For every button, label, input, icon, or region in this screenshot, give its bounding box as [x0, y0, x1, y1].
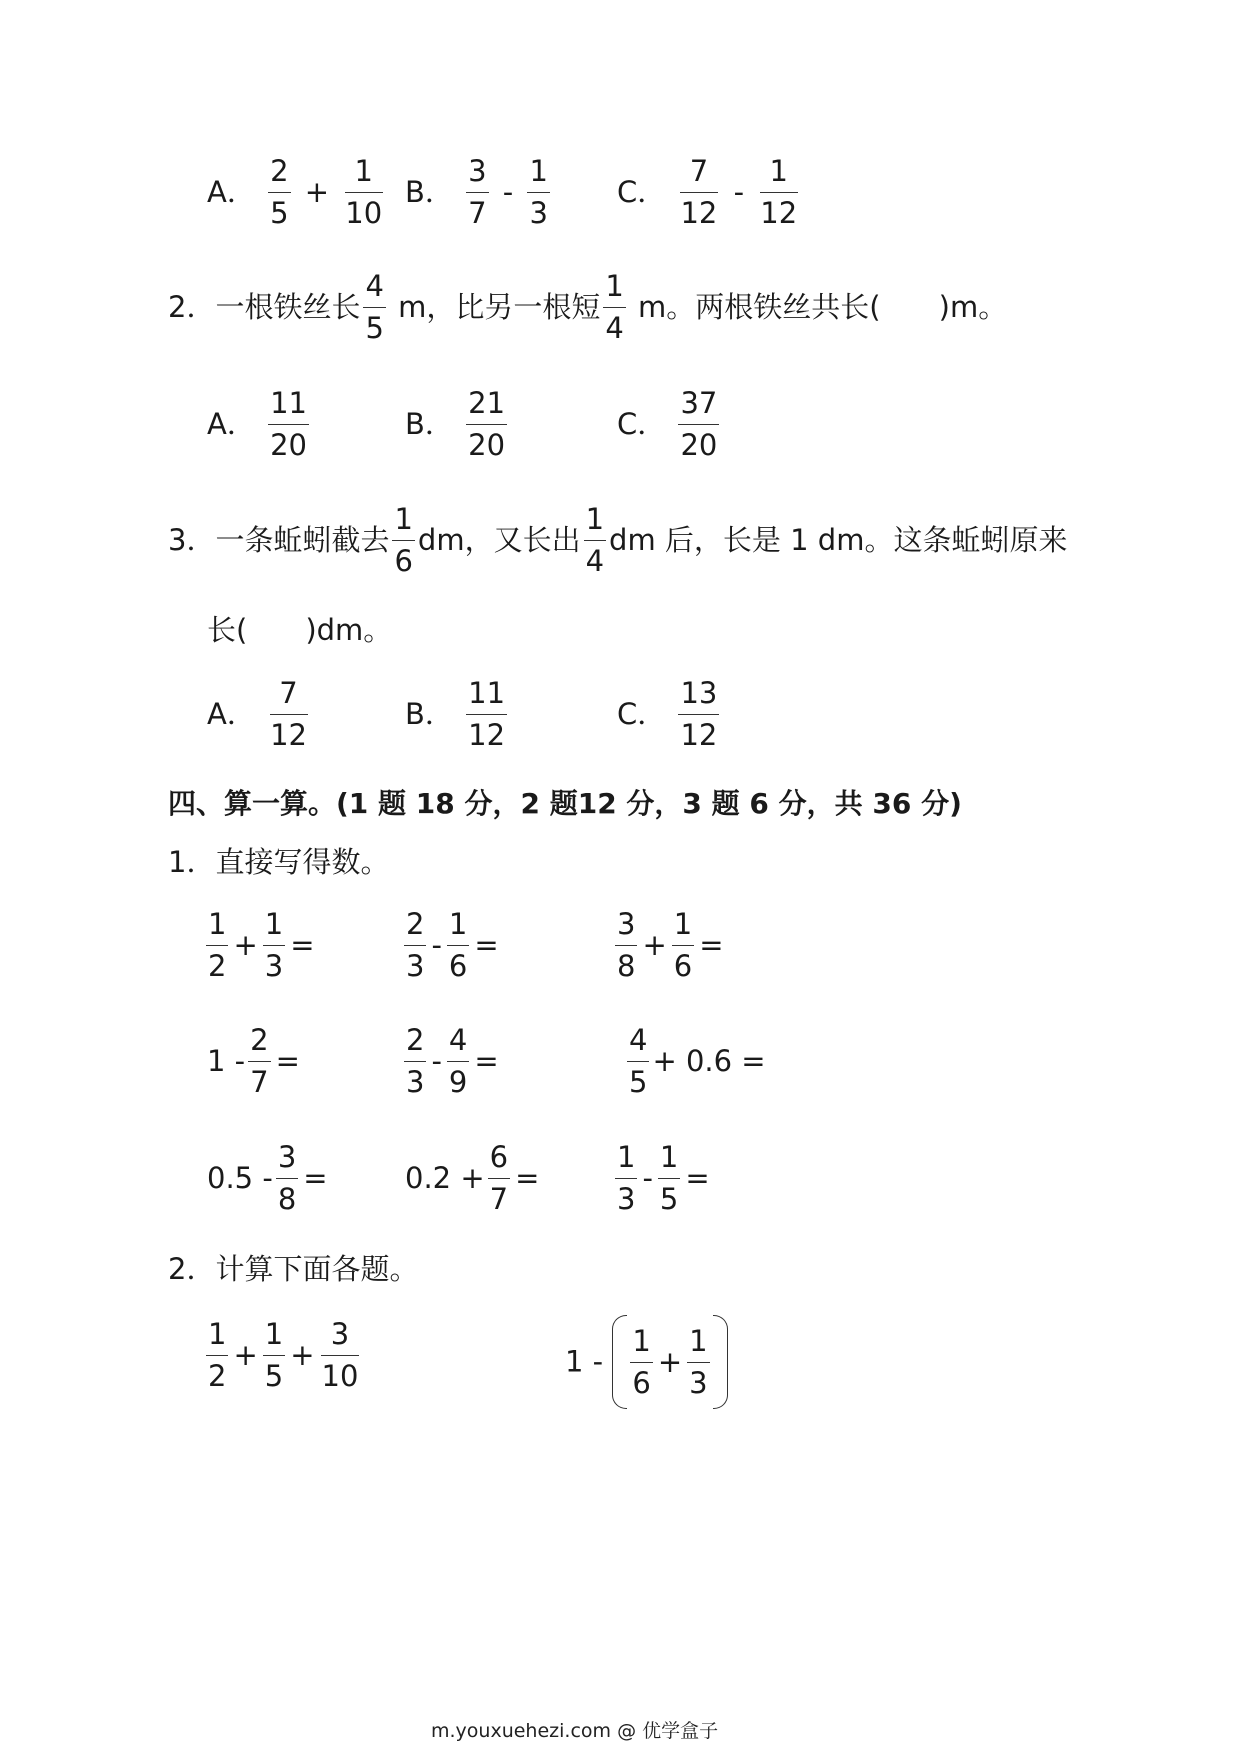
fraction: $\frac{1}{6}$ [673, 907, 693, 983]
option-label: A． [207, 697, 256, 731]
q3-stem-continued: 长( )dm。 [207, 613, 393, 647]
fraction: $\frac{1}{3}$ [617, 1140, 636, 1216]
question-number: 3． [168, 523, 216, 557]
fraction: $\frac{1}{3}$ [529, 154, 548, 230]
fraction: $\frac{2}{5}$ [270, 154, 289, 230]
option-label: B． [405, 697, 454, 731]
fraction: $\frac{1}{5}$ [659, 1140, 679, 1216]
question-number: 2． [168, 290, 216, 324]
fraction: $\frac{37}{20}$ [680, 386, 718, 462]
fraction: $\frac{7}{12}$ [680, 154, 718, 230]
fraction: $\frac{3}{7}$ [468, 154, 487, 230]
fraction: $\frac{3}{8}$ [277, 1140, 297, 1216]
question-text: 一条蚯蚓截去 [215, 523, 390, 557]
section-heading: 四、算一算。(1 题 18 分，2 题12 分，3 题 6 分，共 36 分) [168, 787, 962, 820]
option-label: C． [617, 175, 667, 209]
option-label: B． [405, 175, 454, 209]
fraction: $\frac{1}{6}$ [394, 502, 413, 578]
operator: - [733, 175, 745, 209]
fraction: $\frac{2}{7}$ [250, 1023, 269, 1099]
option-label: A． [207, 407, 256, 441]
fraction: $\frac{1}{4}$ [605, 269, 624, 345]
fraction: $\frac{6}{7}$ [489, 1140, 509, 1216]
expression: $\frac{3}{8}$ + $\frac{1}{6}$ = [617, 907, 724, 983]
fraction: $\frac{21}{20}$ [468, 386, 506, 462]
fraction: $\frac{4}{5}$ [365, 269, 384, 345]
q1-option-b [405, 154, 553, 230]
expression: 1 - $\frac{2}{7}$ = [207, 1023, 300, 1099]
q3-option-b [405, 676, 510, 752]
subquestion-title: 2．计算下面各题。 [168, 1252, 419, 1286]
fraction: $\frac{1}{3}$ [689, 1323, 708, 1400]
fraction: $\frac{4}{9}$ [448, 1023, 468, 1099]
subquestion-title: 1．直接写得数。 [168, 845, 390, 879]
fraction: $\frac{1}{3}$ [264, 907, 284, 983]
fraction: $\frac{1}{4}$ [585, 502, 605, 578]
fraction: $\frac{3}{8}$ [617, 907, 636, 983]
expression: $\frac{1}{2}$ + $\frac{1}{5}$ + $\frac{3}{10}$ [208, 1317, 359, 1393]
q2-option-c [617, 386, 722, 462]
expression: $\frac{1}{2}$ + $\frac{1}{3}$ = [208, 907, 315, 983]
fraction: $\frac{11}{20}$ [270, 386, 307, 462]
q1-option-c [617, 154, 802, 230]
expression: $\frac{2}{3}$ - $\frac{4}{9}$ = [406, 1023, 499, 1099]
fraction: $\frac{1}{2}$ [208, 907, 227, 983]
option-label: C． [617, 407, 667, 441]
q3-stem [168, 502, 1068, 578]
question-text: m，比另一根短 [388, 290, 601, 324]
q2-option-a [207, 386, 312, 462]
fraction: $\frac{1}{6}$ [632, 1323, 651, 1400]
fraction: $\frac{7}{12}$ [270, 676, 307, 752]
fraction: $\frac{2}{3}$ [406, 907, 425, 983]
operator: - [502, 175, 514, 209]
expression: 1 - $\frac{1}{6}$ + $\frac{1}{3}$ [565, 1315, 728, 1409]
question-text: m。两根铁丝共长( )m。 [628, 290, 1008, 324]
left-parenthesis [612, 1315, 627, 1409]
fraction: $\frac{11}{12}$ [468, 676, 506, 752]
option-label: A． [207, 175, 256, 209]
q1-option-a [207, 154, 387, 230]
fraction: $\frac{1}{2}$ [208, 1317, 227, 1393]
q2-stem [168, 269, 1008, 345]
fraction: $\frac{2}{3}$ [406, 1023, 425, 1099]
fraction: $\frac{13}{12}$ [680, 676, 718, 752]
expression: 0.2 + $\frac{6}{7}$ = [405, 1140, 540, 1216]
fraction: $\frac{1}{12}$ [760, 154, 798, 230]
expression: $\frac{2}{3}$ - $\frac{1}{6}$ = [406, 907, 499, 983]
fraction: $\frac{1}{5}$ [264, 1317, 284, 1393]
q3-option-c [617, 676, 722, 752]
option-label: C． [617, 697, 667, 731]
fraction: $\frac{1}{6}$ [448, 907, 468, 983]
fraction: $\frac{4}{5}$ [629, 1023, 648, 1099]
right-parenthesis [713, 1315, 728, 1409]
question-text: dm，又长出 [417, 523, 581, 557]
q3-option-a [207, 676, 312, 752]
fraction: $\frac{3}{10}$ [321, 1317, 359, 1393]
option-label: B． [405, 407, 454, 441]
question-text: dm 后，长是 1 dm。这条蚯蚓原来 [609, 523, 1068, 557]
expression: 0.5 - $\frac{3}{8}$ = [207, 1140, 328, 1216]
fraction: $\frac{1}{10}$ [345, 154, 383, 230]
footer-watermark: m.youxuehezi.com @ 优学盒子 [431, 1720, 719, 1742]
expression: $\frac{1}{3}$ - $\frac{1}{5}$ = [617, 1140, 710, 1216]
operator: + [304, 175, 330, 209]
question-text: 一根铁丝长 [215, 290, 361, 324]
expression: $\frac{4}{5}$ + 0.6 = [629, 1023, 766, 1099]
q2-option-b [405, 386, 510, 462]
